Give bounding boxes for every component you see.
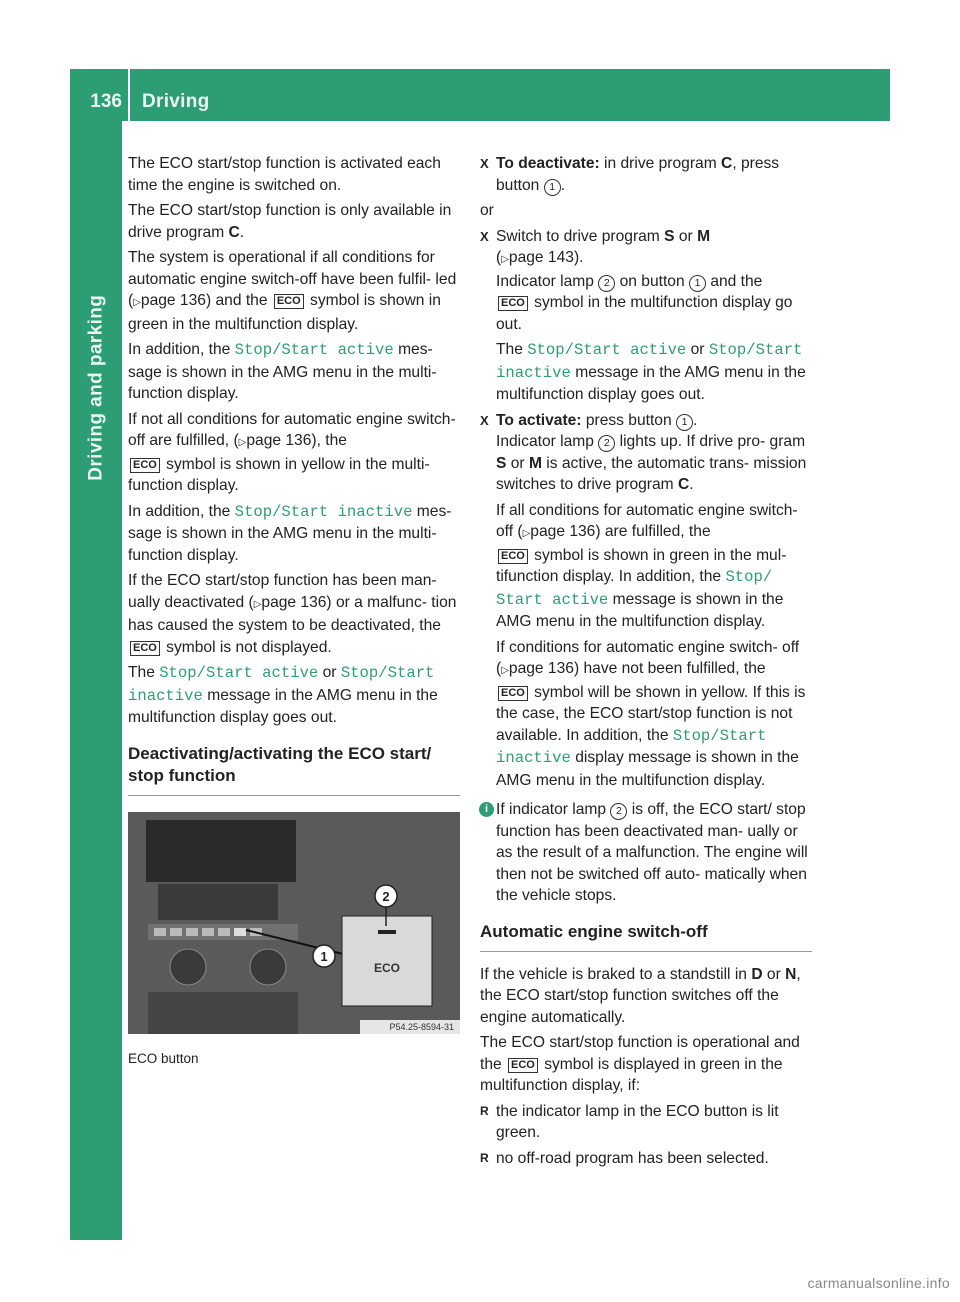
figure-code: P54.25-8594-31 (389, 1021, 454, 1032)
paragraph: If the ECO start/stop function has been man- ually deactivated (▷page 136) or a malfunc- tion has caused the system to be deactivated, the ECO symbol is not displayed. (128, 572, 457, 656)
info-icon: i (479, 802, 494, 817)
eco-button-figure (128, 812, 460, 1034)
or-text: or (480, 202, 494, 219)
eco-icon: ECO (274, 294, 304, 309)
list-item: R no off-road program has been selected. (480, 1148, 812, 1170)
right-column (480, 153, 812, 1173)
paragraph: The Stop/Start active or Stop/Start inactive message in the AMG menu in the multifunction display goes out. (128, 664, 438, 726)
callout-1: 1 (320, 948, 328, 964)
eco-icon: ECO (498, 549, 528, 564)
paragraph: In addition, the Stop/Start inactive mes- sage is shown in the AMG menu in the multi- function display. (128, 502, 452, 564)
paragraph: The system is operational if all conditions for automatic engine switch-off have been fulfil- led (▷page 136) and the ECO symbol is shown in green in the multifunction display. (128, 249, 457, 333)
display-message: Stop/Start inactive (128, 664, 435, 705)
dashboard-illustration (128, 812, 460, 1034)
step-marker-icon: X (480, 412, 489, 428)
display-message: Stop/Start active (527, 341, 687, 359)
eco-icon: ECO (498, 296, 528, 311)
display-message: Stop/Start inactive (234, 502, 413, 521)
bullet-icon: R (480, 1150, 489, 1165)
callout-1-icon: 1 (676, 414, 693, 431)
section-heading: Deactivating/activating the ECO start/ stop function (128, 743, 460, 796)
callout-2-icon: 2 (598, 275, 615, 292)
step-marker-icon: X (480, 156, 489, 171)
callout-1-icon: 1 (544, 179, 561, 196)
side-tab-label: Driving and parking (85, 294, 107, 482)
display-message: Stop/Start active (159, 664, 319, 682)
page-ref-icon: ▷ (501, 665, 509, 676)
paragraph: The ECO start/stop function is activated each time the engine is switched on. (128, 155, 441, 194)
page-ref-icon: ▷ (253, 598, 262, 610)
paragraph: The Stop/Start active or Stop/Start inactive message in the AMG menu in the multifunction display goes out. (496, 341, 806, 403)
paragraph: If not all conditions for automatic engine switch-off are fulfilled, (▷page 136), the ECO symbol is shown in yellow in the multi- function display. (128, 410, 456, 494)
display-message: Stop/ Start active (496, 568, 773, 609)
watermark: carmanualsonline.info (807, 1274, 950, 1291)
paragraph: If all conditions for automatic engine switch-off (▷page 136) are fulfilled, the ECO symbol is shown in green in the mul- tifunction display. In addition, the Stop/ Start active message is shown in the AMG menu in the multifunction display. (496, 501, 798, 630)
callout-2: 2 (382, 888, 390, 904)
step-marker-icon: X (480, 228, 489, 244)
figure-eco-label: ECO (373, 960, 401, 975)
page-number: 136 (90, 90, 122, 112)
chapter-title: Driving (142, 90, 210, 112)
section-heading: Automatic engine switch-off (480, 921, 812, 952)
eco-icon: ECO (508, 1058, 538, 1073)
eco-icon: ECO (130, 641, 160, 656)
callout-2-icon: 2 (610, 803, 627, 820)
display-message: Stop/Start inactive (496, 726, 767, 767)
step-activate: X To activate: press button 1 . Indicator lamp 2 lights up. If drive pro- gram S or M is active, the automatic trans- mission switches to drive program C. (480, 411, 807, 493)
callout-1-icon: 1 (689, 275, 706, 292)
paragraph: The ECO start/stop function is only available in drive program C. (128, 202, 452, 241)
page-ref-icon: ▷ (238, 437, 247, 448)
left-column (128, 153, 460, 1069)
page-ref-icon: ▷ (501, 254, 509, 265)
paragraph: The ECO start/stop function is operational and the ECO symbol is displayed in green in the multifunction display, if: (480, 1034, 800, 1094)
paragraph: If conditions for automatic engine switch- off (▷page 136) have not been fulfilled, the ECO symbol will be shown in yellow. If this is the case, the ECO start/stop function is not available. In addition, the Stop/Start inactive display message is shown in the AMG menu in the multifunction display. (496, 638, 806, 789)
info-note: i If indicator lamp 2 is off, the ECO start/ stop function has been deactivated man- ually or as the result of a malfunction. The engine will then not be switched off auto- matically when the vehicle stops. (480, 799, 812, 907)
page-ref-icon: ▷ (522, 528, 531, 539)
paragraph: In addition, the Stop/Start active mes- sage is shown in the AMG menu in the multi- function display. (128, 341, 437, 402)
page-ref-icon: ▷ (133, 297, 141, 308)
eco-icon: ECO (498, 686, 528, 701)
eco-icon: ECO (130, 458, 160, 473)
step-switch-program: X Switch to drive program S or M (▷page 143). Indicator lamp 2 on button 1 and the ECO symbol in the multifunction display go out. (480, 227, 793, 333)
bullet-icon: R (480, 1103, 489, 1118)
step-deactivate: X To deactivate: in drive program C, press button 1 . (480, 155, 780, 194)
display-message: Stop/Start active (234, 341, 394, 359)
figure-caption: ECO button (128, 1050, 199, 1066)
callout-2-icon: 2 (598, 435, 615, 452)
list-item: R the indicator lamp in the ECO button is lit green. (480, 1102, 779, 1141)
side-tab-label-box (83, 258, 109, 518)
display-message: Stop/Start inactive (496, 341, 803, 382)
paragraph: If the vehicle is braked to a standstill in D or N, the ECO start/stop function switches off the engine automatically. (480, 965, 801, 1026)
page-header (70, 69, 890, 121)
